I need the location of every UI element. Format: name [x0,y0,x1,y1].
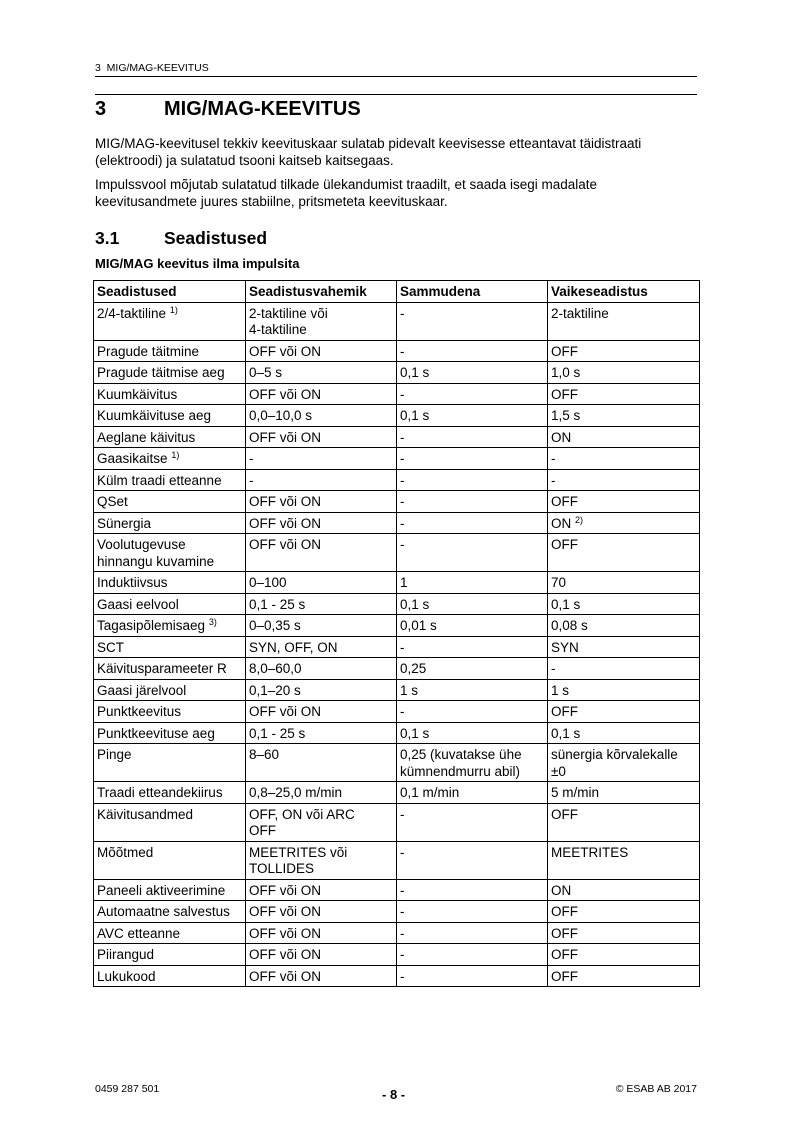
setting-step-cell [397,782,548,804]
setting-default-cell [548,803,700,841]
cell-text: ON [551,429,572,445]
cell-text: - [400,494,405,509]
cell-text: Punktkeevituse aeg [97,725,215,741]
table-row [94,362,700,384]
cell-text: - [400,537,405,552]
setting-range-cell [246,572,397,594]
setting-name-cell [94,658,246,680]
setting-range-cell [246,744,397,782]
cell-text: 1 s [551,682,570,698]
setting-name-cell [94,469,246,491]
cell-text: - [400,515,405,531]
setting-step-cell [397,512,548,534]
cell-text: QSet [97,494,128,509]
setting-step-cell [397,879,548,901]
setting-name-cell [94,722,246,744]
setting-name-cell [94,448,246,470]
table-caption: MIG/MAG keevitus ilma impulsita [95,256,300,271]
cell-text: OFF või ON [249,704,322,719]
setting-range-cell [246,803,397,841]
setting-default-cell [548,302,700,340]
setting-step-cell [397,658,548,680]
cell-text: ON [551,515,572,531]
setting-step-cell [397,448,548,470]
setting-default-cell [548,944,700,966]
setting-range-cell [246,534,397,572]
setting-name-cell [94,593,246,615]
setting-range-cell [246,383,397,405]
cell-text: 0,0–10,0 s [249,408,313,423]
cell-text: Käivitusandmed [97,806,194,822]
setting-step-cell [397,362,548,384]
setting-default-cell [548,782,700,804]
intro-text [95,136,697,218]
cell-text: 2/4-taktiline [97,305,167,321]
cell-text: - [249,451,254,466]
cell-text: - [400,305,405,321]
setting-name-cell [94,615,246,637]
settings-table [93,280,700,987]
cell-text: - [400,925,405,941]
setting-default-cell [548,512,700,534]
table-row [94,383,700,405]
setting-range-cell [246,658,397,680]
setting-step-cell [397,922,548,944]
cell-text: MEETRITES või TOLLIDES [249,844,348,876]
setting-default-cell [548,841,700,879]
cell-text: Külm traadi etteanne [97,472,222,488]
setting-step-cell [397,636,548,658]
footnote-marker: 1) [171,450,180,460]
cell-text: OFF või ON [249,968,322,984]
table-row [94,572,700,594]
setting-default-cell [548,340,700,362]
setting-step-cell [397,302,548,340]
cell-text: SYN, OFF, ON [249,639,338,655]
setting-name-cell [94,922,246,944]
cell-text: 70 [551,575,567,590]
setting-default-cell [548,491,700,513]
setting-range-cell [246,701,397,723]
setting-step-cell [397,383,548,405]
setting-name-cell [94,512,246,534]
table-row [94,701,700,723]
cell-text: - [551,451,556,466]
cell-text: 0,08 s [551,618,588,633]
cell-text: OFF [551,904,578,919]
setting-range-cell [246,636,397,658]
setting-default-cell [548,362,700,384]
cell-text: OFF [551,947,578,962]
setting-name-cell [94,636,246,658]
setting-range-cell [246,782,397,804]
cell-text: OFF [551,537,578,552]
setting-name-cell [94,879,246,901]
cell-text: 0,25 [400,661,427,676]
table-row [94,965,700,987]
cell-text: - [400,882,405,898]
cell-text: - [400,704,405,719]
cell-text: Pragude täitmine [97,343,200,359]
cell-text: OFF või ON [249,537,322,552]
cell-text: SYN [551,639,579,655]
cell-text: 2-taktiline [551,305,609,321]
cell-text: 1 s [400,682,419,698]
setting-default-cell [548,469,700,491]
setting-name-cell [94,782,246,804]
column-header: Sammudena [397,281,548,303]
cell-text: OFF või ON [249,494,322,509]
footnote-marker: 3) [208,617,217,627]
cell-text: 0,1–20 s [249,682,301,698]
setting-default-cell [548,572,700,594]
cell-text: Punktkeevitus [97,704,182,719]
setting-name-cell [94,944,246,966]
setting-range-cell [246,879,397,901]
setting-range-cell [246,965,397,987]
setting-range-cell [246,512,397,534]
cell-text: - [400,343,405,359]
cell-text: 0,1 s [551,596,581,612]
setting-name-cell [94,362,246,384]
setting-step-cell [397,965,548,987]
cell-text: Pragude täitmise aeg [97,365,225,380]
cell-text: - [551,472,556,488]
cell-text: - [400,947,405,962]
setting-step-cell [397,722,548,744]
setting-step-cell [397,901,548,923]
running-header [95,62,697,77]
setting-name-cell [94,426,246,448]
cell-text: OFF või ON [249,904,322,919]
setting-range-cell [246,722,397,744]
cell-text: 0,1 s [551,725,581,741]
cell-text: 0,1 - 25 s [249,725,306,741]
footnote-marker: 1) [169,304,178,315]
cell-text: OFF või ON [249,947,322,962]
cell-text: MEETRITES [551,844,629,860]
cell-text: 1,5 s [551,408,581,423]
cell-text: Traadi etteandekiirus [97,785,223,800]
table-row [94,744,700,782]
cell-text: - [400,968,405,984]
cell-text: - [400,806,405,822]
setting-name-cell [94,572,246,594]
cell-text: - [400,904,405,919]
setting-range-cell [246,615,397,637]
page-number: - 8 - [382,1087,406,1102]
cell-text: Piirangud [97,947,155,962]
setting-default-cell [548,426,700,448]
table-row [94,405,700,427]
cell-text: - [400,451,405,466]
setting-range-cell [246,679,397,701]
setting-range-cell [246,469,397,491]
setting-step-cell [397,679,548,701]
cell-text: OFF [551,494,578,509]
setting-default-cell [548,879,700,901]
footnote-marker: 2) [575,514,584,525]
setting-default-cell [548,636,700,658]
cell-text: Paneeli aktiveerimine [97,882,226,898]
setting-step-cell [397,944,548,966]
setting-default-cell [548,593,700,615]
setting-name-cell [94,534,246,572]
setting-step-cell [397,615,548,637]
section-number: 3.1 [95,228,120,248]
setting-name-cell [94,491,246,513]
cell-text: - [400,472,405,488]
cell-text: Mõõtmed [97,844,154,860]
setting-range-cell [246,405,397,427]
cell-text: 0–0,35 s [249,618,301,633]
table-row [94,722,700,744]
cell-text: - [249,472,254,488]
table-header-row [94,281,700,303]
setting-range-cell [246,340,397,362]
setting-step-cell [397,426,548,448]
setting-name-cell [94,965,246,987]
running-header-title: 3 MIG/MAG-KEEVITUS [95,62,209,74]
cell-text: 8–60 [249,747,280,762]
table-row [94,679,700,701]
setting-default-cell [548,922,700,944]
setting-step-cell [397,841,548,879]
cell-text: SCT [97,639,124,655]
paragraph: MIG/MAG-keevitusel tekkiv keevituskaar sulatab pidevalt keevisesse etteantavat täidistraati (elektroodi) ja sulatatud tsooni kaitseb kaitsegaas. [95,136,642,168]
setting-range-cell [246,922,397,944]
table-row [94,879,700,901]
table-row [94,636,700,658]
table-row [94,340,700,362]
table-row [94,302,700,340]
setting-range-cell [246,302,397,340]
setting-step-cell [397,701,548,723]
table-row [94,841,700,879]
table-body [94,302,700,987]
setting-range-cell [246,491,397,513]
cell-text: Voolutugevuse hinnangu kuvamine [97,537,215,569]
setting-name-cell [94,302,246,340]
setting-name-cell [94,744,246,782]
table-row [94,922,700,944]
setting-default-cell [548,658,700,680]
cell-text: 5 m/min [551,785,600,800]
cell-text: OFF [551,343,578,359]
table-row [94,944,700,966]
cell-text: - [400,639,405,655]
copyright: © ESAB AB 2017 [615,1083,697,1095]
setting-default-cell [548,722,700,744]
column-header: Vaikeseadistus [548,281,700,303]
cell-text: Gaasi järelvool [97,682,187,698]
chapter-number: 3 [95,98,107,120]
setting-range-cell [246,593,397,615]
setting-step-cell [397,593,548,615]
column-header: Seadistusvahemik [246,281,397,303]
cell-text: OFF või ON [249,925,322,941]
setting-name-cell [94,901,246,923]
setting-step-cell [397,744,548,782]
cell-text: 0,25 (kuvatakse ühe kümnendmurru abil) [400,747,522,779]
table-row [94,803,700,841]
cell-text: Kuumkäivituse aeg [97,408,212,423]
cell-text: Kuumkäivitus [97,386,178,402]
table-row [94,658,700,680]
cell-text: 0,1 s [400,365,430,380]
cell-text: OFF, ON või ARC OFF [249,806,355,838]
setting-step-cell [397,340,548,362]
setting-range-cell [246,426,397,448]
cell-text: OFF või ON [249,343,322,359]
setting-default-cell [548,744,700,782]
setting-step-cell [397,534,548,572]
cell-text: Induktiivsus [97,575,168,590]
column-header: Seadistused [94,281,246,303]
cell-text: - [551,661,556,676]
cell-text: Tagasipõlemisaeg [97,618,206,633]
cell-text: - [400,386,405,402]
cell-text: 0,8–25,0 m/min [249,785,343,800]
cell-text: OFF või ON [249,882,322,898]
setting-name-cell [94,803,246,841]
cell-text: Käivitusparameeter R [97,661,227,676]
setting-name-cell [94,841,246,879]
section-title: Seadistused [164,228,268,248]
cell-text: OFF [551,968,578,984]
cell-text: OFF või ON [249,386,322,402]
setting-default-cell [548,534,700,572]
setting-default-cell [548,383,700,405]
table-row [94,782,700,804]
cell-text: 2-taktiline või 4-taktiline [249,305,328,337]
cell-text: Gaasikaitse [97,451,168,466]
chapter-heading [95,94,697,126]
cell-text: Pinge [97,747,132,762]
setting-step-cell [397,572,548,594]
cell-text: AVC etteanne [97,925,181,941]
table-row [94,491,700,513]
table-row [94,615,700,637]
setting-default-cell [548,901,700,923]
cell-text: 1 [400,575,408,590]
setting-step-cell [397,405,548,427]
cell-text: 0,1 s [400,596,430,612]
setting-default-cell [548,448,700,470]
setting-range-cell [246,944,397,966]
cell-text: OFF [551,806,578,822]
cell-text: 0,1 - 25 s [249,596,306,612]
cell-text: 0,1 s [400,408,430,423]
cell-text: Lukukood [97,968,156,984]
cell-text: OFF või ON [249,515,322,531]
cell-text: 1,0 s [551,365,581,380]
cell-text: 0–5 s [249,365,283,380]
setting-name-cell [94,679,246,701]
cell-text: - [400,844,405,860]
cell-text: - [400,429,405,445]
cell-text: 0,1 s [400,725,430,741]
cell-text: 0–100 [249,575,287,590]
table-row [94,469,700,491]
cell-text: OFF või ON [249,429,322,445]
cell-text: ON [551,882,572,898]
setting-range-cell [246,901,397,923]
table-row [94,448,700,470]
setting-range-cell [246,448,397,470]
table-row [94,534,700,572]
setting-default-cell [548,615,700,637]
setting-default-cell [548,679,700,701]
cell-text: Sünergia [97,515,152,531]
chapter-title: MIG/MAG-KEEVITUS [164,98,361,120]
cell-text: OFF [551,704,578,719]
setting-range-cell [246,362,397,384]
setting-step-cell [397,491,548,513]
document-number: 0459 287 501 [95,1083,160,1095]
setting-step-cell [397,469,548,491]
setting-range-cell [246,841,397,879]
cell-text: 0,1 m/min [400,785,460,800]
cell-text: Automaatne salvestus [97,904,230,919]
table-row [94,901,700,923]
setting-name-cell [94,405,246,427]
table-row [94,593,700,615]
cell-text: 8,0–60,0 [249,661,302,676]
setting-name-cell [94,383,246,405]
cell-text: OFF [551,386,578,402]
setting-default-cell [548,405,700,427]
setting-default-cell [548,965,700,987]
cell-text: sünergia kõrvalekalle ±0 [551,747,678,779]
cell-text: OFF [551,925,578,941]
setting-name-cell [94,340,246,362]
setting-default-cell [548,701,700,723]
setting-name-cell [94,701,246,723]
setting-step-cell [397,803,548,841]
table-row [94,426,700,448]
paragraph: Impulssvool mõjutab sulatatud tilkade ülekandumist traadilt, et saada isegi madalate keevitusandmete juures stabiilne, pritsmeteta keevituskaar. [95,177,598,209]
cell-text: Aeglane käivitus [97,429,196,445]
table-row [94,512,700,534]
cell-text: Gaasi eelvool [97,596,179,612]
cell-text: 0,01 s [400,618,437,633]
